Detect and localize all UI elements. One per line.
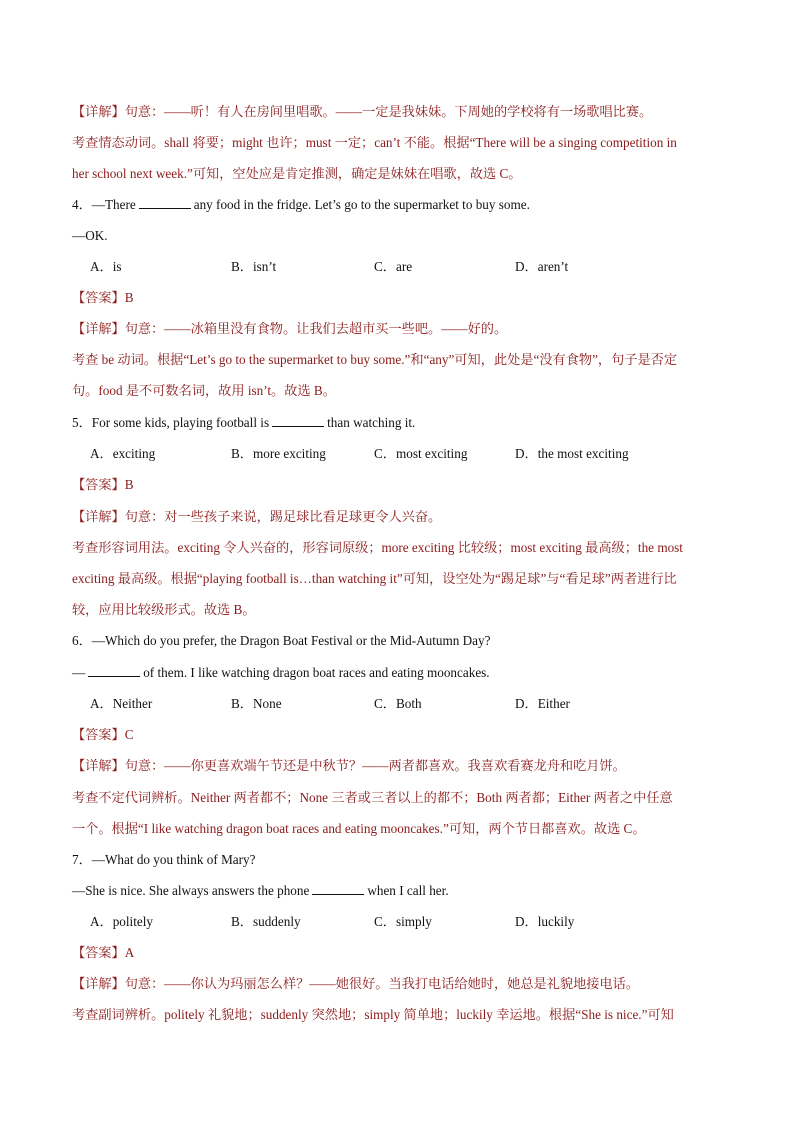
line-text: 一个。根据“I like watching dragon boat races and eating mooncakes.”可知，两个节日都喜欢。故选 C。: [72, 821, 646, 836]
q3-detail-3: [72, 165, 732, 183]
line-text: 较，应用比较级形式。故选 B。: [72, 602, 256, 617]
line-text: 句意：——冰箱里没有食物。让我们去超市买一些吧。——好的。: [124, 321, 508, 336]
section-tag: 【答案】: [72, 477, 125, 492]
line-text: C: [124, 727, 134, 742]
option-b: B．suddenly: [231, 914, 301, 929]
q6-answer: [72, 726, 732, 744]
section-tag: 【详解】: [72, 509, 125, 524]
option-c: C．Both: [374, 696, 422, 711]
section-tag: 【答案】: [72, 945, 125, 960]
q4-detail-2: [72, 351, 732, 369]
line-text: 7．—What do you think of Mary?: [72, 852, 256, 867]
q4-detail-1: [72, 320, 732, 338]
q5-stem-1: [72, 414, 732, 432]
q4-detail-3: [72, 382, 732, 400]
option-c: C．most exciting: [374, 446, 468, 461]
section-tag: 【答案】: [72, 727, 125, 742]
q5-detail-3: [72, 570, 732, 588]
section-tag: 【答案】: [72, 290, 125, 305]
option-b: B．None: [231, 696, 282, 711]
q5-detail-1: [72, 508, 732, 526]
q6-detail-2: [72, 789, 732, 807]
q6-detail-3: [72, 820, 732, 838]
stem-text-after-blank: any food in the fridge. Let’s go to the supermarket to buy some.: [193, 197, 530, 212]
q5-detail-4: [72, 601, 732, 619]
answer-blank: [272, 414, 324, 427]
section-tag: 【详解】: [72, 104, 125, 119]
q7-stem-2: [72, 882, 732, 900]
q5-detail-2: [72, 539, 732, 557]
q7-detail-1: [72, 975, 732, 993]
line-text: 考查形容词用法。exciting 令人兴奋的，形容词原级；more exciting 比较级；most exciting 最高级；the most: [72, 540, 683, 555]
option-d: D．the most exciting: [515, 446, 629, 461]
stem-text-before-blank: 4．—There: [72, 197, 136, 212]
line-text: 6．—Which do you prefer, the Dragon Boat Festival or the Mid-Autumn Day?: [72, 633, 491, 648]
answer-blank: [139, 196, 191, 209]
option-c: C．simply: [374, 914, 432, 929]
line-text: B: [124, 290, 134, 305]
option-d: D．Either: [515, 696, 570, 711]
line-text: her school next week.”可知，空处应是肯定推测，确定是妹妹在唱歌，故选 C。: [72, 166, 522, 181]
line-text: 考查 be 动词。根据“Let’s go to the supermarket to buy some.”和“any”可知，此处是“没有食物”，句子是否定: [72, 352, 678, 367]
line-text: A: [124, 945, 135, 960]
section-tag: 【详解】: [72, 976, 125, 991]
option-c: C．are: [374, 259, 413, 274]
q4-stem-2: [72, 227, 732, 245]
stem-text-after-blank: when I call her.: [367, 883, 449, 898]
line-text: —OK.: [72, 228, 108, 243]
option-b: B．isn’t: [231, 259, 277, 274]
line-text: B: [124, 477, 134, 492]
option-a: A．politely: [90, 914, 154, 929]
line-text: 句意：对一些孩子来说，踢足球比看足球更令人兴奋。: [124, 509, 442, 524]
line-text: 考查副词辨析。politely 礼貌地；suddenly 突然地；simply 简单地；luckily 幸运地。根据“She is nice.”可知: [72, 1007, 674, 1022]
option-a: A．exciting: [90, 446, 156, 461]
q5-answer: [72, 476, 732, 494]
option-a: A．is: [90, 259, 122, 274]
option-d: D．aren’t: [515, 259, 569, 274]
line-text: 句。food 是不可数名词，故用 isn’t。故选 B。: [72, 383, 336, 398]
q7-stem-1: [72, 851, 732, 869]
stem-text-before-blank: —She is nice. She always answers the phone: [72, 883, 310, 898]
option-b: B．more exciting: [231, 446, 326, 461]
stem-text-after-blank: than watching it.: [327, 415, 416, 430]
q3-detail-2: [72, 134, 732, 152]
q7-detail-2: [72, 1006, 732, 1024]
q6-detail-1: [72, 757, 732, 775]
option-a: A．Neither: [90, 696, 153, 711]
stem-text-before-blank: 5．For some kids, playing football is: [72, 415, 270, 430]
option-d: D．luckily: [515, 914, 575, 929]
q6-stem-1: [72, 632, 732, 650]
answer-blank: [88, 664, 140, 677]
stem-text-before-blank: —: [72, 665, 86, 680]
q4-answer: [72, 289, 732, 307]
stem-text-after-blank: of them. I like watching dragon boat races and eating mooncakes.: [143, 665, 490, 680]
q3-detail-1: [72, 103, 732, 121]
line-text: 考查情态动词。shall 将要；might 也许；must 一定；can’t 不能。根据“There will be a singing competition in: [72, 135, 677, 150]
q7-answer: [72, 944, 732, 962]
line-text: exciting 最高级。根据“playing football is…than watching it”可知，设空处为“踢足球”与“看足球”两者进行比: [72, 571, 677, 586]
section-tag: 【详解】: [72, 758, 125, 773]
q6-stem-2: [72, 664, 732, 682]
answer-blank: [312, 882, 364, 895]
line-text: 句意：——你更喜欢端午节还是中秋节？——两者都喜欢。我喜欢看赛龙舟和吃月饼。: [124, 758, 626, 773]
section-tag: 【详解】: [72, 321, 125, 336]
line-text: 句意：——你认为玛丽怎么样？——她很好。当我打电话给她时，她总是礼貌地接电话。: [124, 976, 640, 991]
line-text: 考查不定代词辨析。Neither 两者都不；None 三者或三者以上的都不；Both 两者都；Either 两者之中任意: [72, 790, 673, 805]
q4-stem-1: [72, 196, 732, 214]
line-text: 句意：——听！有人在房间里唱歌。——一定是我妹妹。下周她的学校将有一场歌唱比赛。: [124, 104, 653, 119]
